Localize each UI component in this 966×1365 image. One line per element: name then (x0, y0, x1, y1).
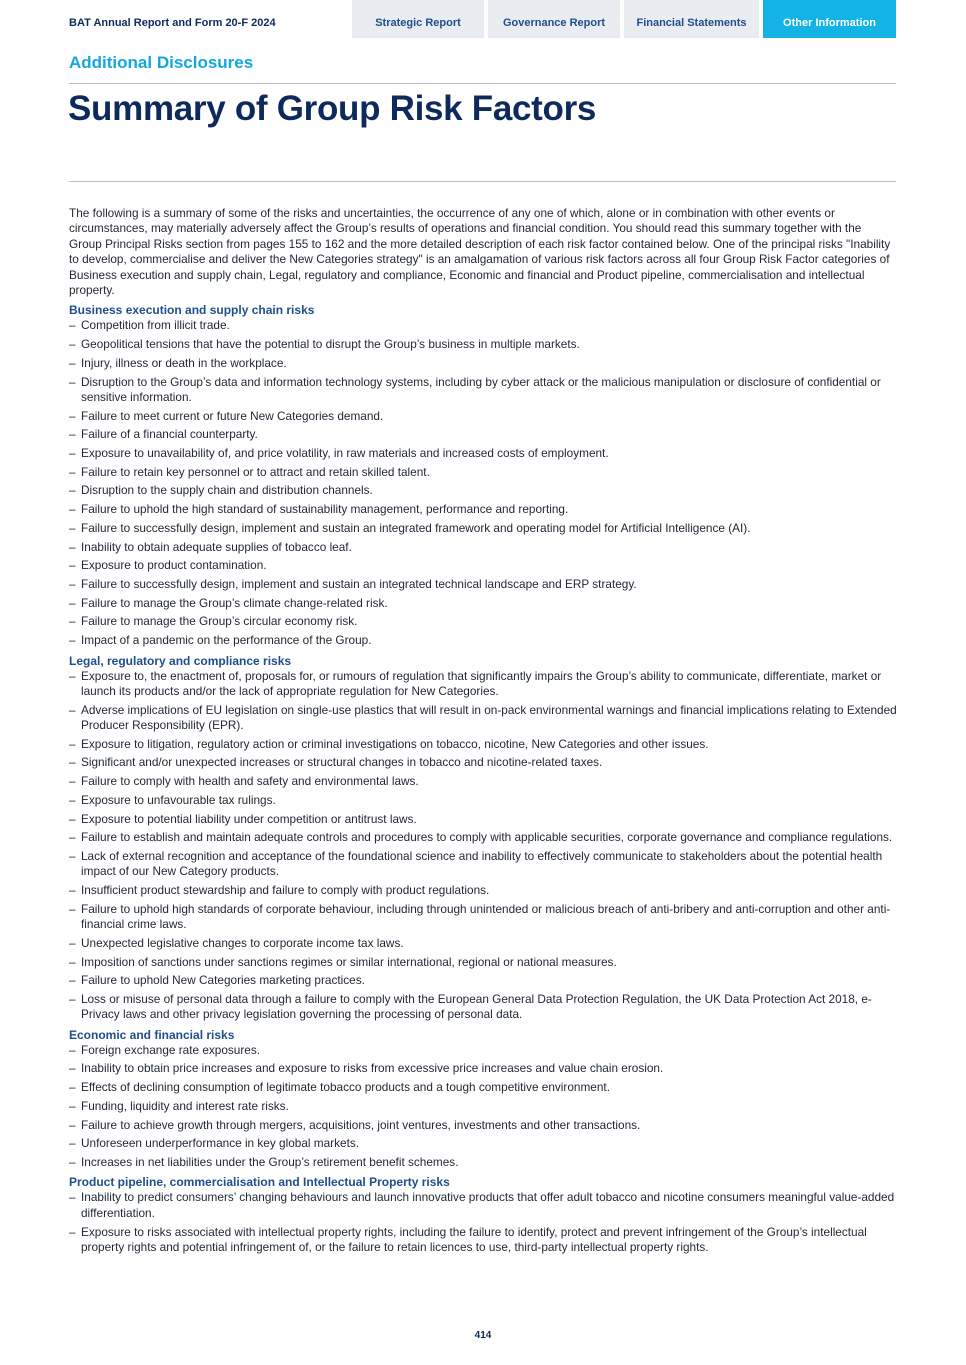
risk-item: – Disruption to the supply chain and distribution channels. (69, 483, 897, 498)
risk-item: – Imposition of sanctions under sanctions regimes or similar international, regional or national measures. (69, 955, 897, 970)
risk-item: – Exposure to product contamination. (69, 558, 897, 573)
risk-item: – Failure to manage the Group’s climate change-related risk. (69, 596, 897, 611)
risk-item: – Competition from illicit trade. (69, 318, 897, 333)
risk-item: – Failure to achieve growth through mergers, acquisitions, joint ventures, investments and other transactions. (69, 1118, 897, 1133)
risk-list (69, 1043, 897, 1171)
risk-item: – Geopolitical tensions that have the potential to disrupt the Group’s business in multiple markets. (69, 337, 897, 352)
risk-item: – Exposure to unfavourable tax rulings. (69, 793, 897, 808)
section-label: Additional Disclosures (69, 53, 254, 72)
risk-item: – Exposure to unavailability of, and price volatility, in raw materials and increased costs of employment. (69, 446, 897, 461)
report-brand: BAT Annual Report and Form 20-F 2024 (69, 17, 276, 29)
page-title: Summary of Group Risk Factors (68, 89, 597, 128)
risk-item: – Exposure to risks associated with intellectual property rights, including the failure to identify, protect and prevent infringement of the Group’s intellectual property rights and potential infringement of, or the failure to retain licences to use, third-party intellectual property rights. (69, 1225, 897, 1256)
risk-item: – Failure to retain key personnel or to attract and retain skilled talent. (69, 465, 897, 480)
category-heading: Product pipeline, commercialisation and Intellectual Property risks (69, 1175, 450, 1190)
risk-summary (69, 206, 897, 1259)
risk-item: – Failure to manage the Group’s circular economy risk. (69, 614, 897, 629)
risk-list (69, 1190, 897, 1255)
risk-item: – Failure to meet current or future New Categories demand. (69, 409, 897, 424)
risk-item: – Failure to establish and maintain adequate controls and procedures to comply with applicable securities, corporate governance and compliance regulations. (69, 830, 897, 845)
risk-item: – Failure of a financial counterparty. (69, 427, 897, 442)
divider-top (69, 83, 896, 84)
risk-item: – Inability to obtain price increases and exposure to risks from excessive price increases and value chain erosion. (69, 1061, 897, 1076)
risk-item: – Failure to uphold high standards of corporate behaviour, including through unintended or malicious breach of anti-bribery and anti-corruption and other anti-financial crime laws. (69, 902, 897, 933)
divider-title (69, 181, 896, 182)
risk-item: – Impact of a pandemic on the performance of the Group. (69, 633, 897, 648)
risk-categories (69, 302, 897, 1255)
risk-item: – Inability to predict consumers’ changing behaviours and launch innovative products that offer adult tobacco and nicotine consumers meaningful value-added differentiation. (69, 1190, 897, 1221)
risk-item: – Failure to successfully design, implement and sustain an integrated framework and operating model for Artificial Intelligence (AI). (69, 521, 897, 536)
section-tabs (352, 0, 896, 38)
risk-item: – Funding, liquidity and interest rate risks. (69, 1099, 897, 1114)
risk-item: – Failure to uphold New Categories marketing practices. (69, 973, 897, 988)
intro-paragraph: The following is a summary of some of the risks and uncertainties, the occurrence of any one of which, alone or in combination with other events or circumstances, may materially adversely affect the Group’s results of operations and financial condition. You should read this summary together with the Group Principal Risks section from pages 155 to 162 and the more detailed description of each risk factor contained below. One of the principal risks "Inability to develop, commercialise and deliver the New Categories strategy" is an amalgamation of various risk factors across all four Group Risk Factor categories of Business execution and supply chain, Legal, regulatory and compliance, Economic and financial and Product pipeline, commercialisation and intellectual property. (69, 206, 891, 298)
risk-item: – Failure to successfully design, implement and sustain an integrated technical landscape and ERP strategy. (69, 577, 897, 592)
risk-item: – Inability to obtain adequate supplies of tobacco leaf. (69, 540, 897, 555)
risk-item: – Injury, illness or death in the workplace. (69, 356, 897, 371)
risk-item: – Significant and/or unexpected increases or structural changes in tobacco and nicotine-related taxes. (69, 755, 897, 770)
risk-item: – Foreign exchange rate exposures. (69, 1043, 897, 1058)
category-heading: Business execution and supply chain risks (69, 303, 315, 318)
risk-item: – Exposure to litigation, regulatory action or criminal investigations on tobacco, nicotine, New Categories and other issues. (69, 737, 897, 752)
risk-item: – Lack of external recognition and acceptance of the foundational science and inability to effectively communicate to stakeholders about the potential health impact of our New Category products. (69, 849, 897, 880)
page-number: 414 (474, 1330, 492, 1341)
risk-item: – Exposure to, the enactment of, proposals for, or rumours of regulation that significantly impairs the Group’s ability to communicate, differentiate, market or launch its products and/or the lack of appropriate regulation for New Categories. (69, 669, 897, 700)
tab-strategic-report[interactable]: Strategic Report (352, 0, 484, 38)
risk-item: – Effects of declining consumption of legitimate tobacco products and a tough competitive environment. (69, 1080, 897, 1095)
risk-item: – Failure to comply with health and safety and environmental laws. (69, 774, 897, 789)
risk-item: – Failure to uphold the high standard of sustainability management, performance and reporting. (69, 502, 897, 517)
category-heading: Economic and financial risks (69, 1027, 235, 1042)
risk-item: – Loss or misuse of personal data through a failure to comply with the European General Data Protection Regulation, the UK Data Protection Act 2018, e-Privacy laws and other privacy legislation governing the processing of personal data. (69, 992, 897, 1023)
category-heading: Legal, regulatory and compliance risks (69, 653, 292, 668)
risk-item: – Adverse implications of EU legislation on single-use plastics that will result in on-pack environmental warnings and financial implications relating to Extended Producer Responsibility (EPR). (69, 703, 897, 734)
risk-item: – Unforeseen underperformance in key global markets. (69, 1136, 897, 1151)
risk-item: – Unexpected legislative changes to corporate income tax laws. (69, 936, 897, 951)
tab-governance-report[interactable]: Governance Report (488, 0, 620, 38)
tab-other-information[interactable]: Other Information (763, 0, 896, 38)
risk-list (69, 669, 897, 1023)
risk-item: – Insufficient product stewardship and failure to comply with product regulations. (69, 883, 897, 898)
risk-item: – Disruption to the Group’s data and information technology systems, including by cyber attack or the malicious manipulation or disclosure of confidential or sensitive information. (69, 375, 897, 406)
risk-list (69, 318, 897, 648)
risk-item: – Exposure to potential liability under competition or antitrust laws. (69, 812, 897, 827)
risk-item: – Increases in net liabilities under the Group’s retirement benefit schemes. (69, 1155, 897, 1170)
tab-financial-statements[interactable]: Financial Statements (624, 0, 759, 38)
